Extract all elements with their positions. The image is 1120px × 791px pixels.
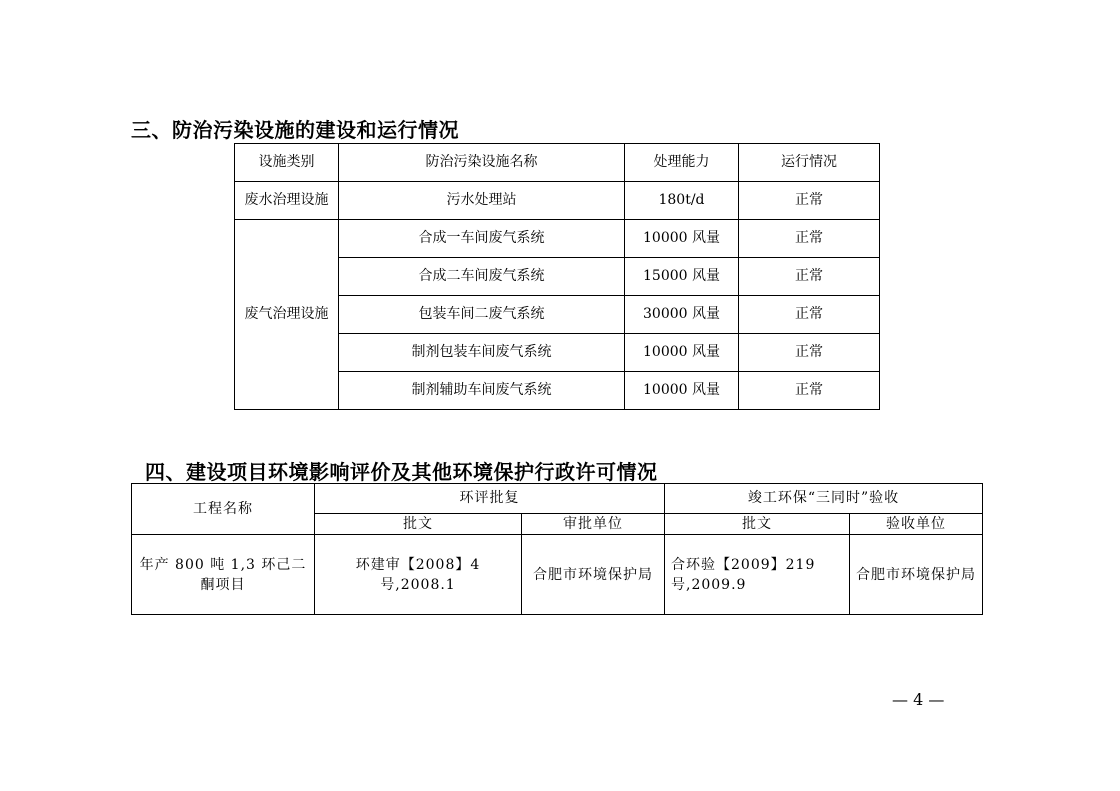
facility-capacity: 180t/d: [625, 182, 739, 220]
facility-status: 正常: [739, 296, 880, 334]
facility-category: 废水治理设施: [235, 182, 339, 220]
facility-capacity: 30000 风量: [625, 296, 739, 334]
header-facility-name: 防治污染设施名称: [339, 144, 625, 182]
approval-unit: 合肥市环境保护局: [522, 535, 665, 615]
facility-status: 正常: [739, 182, 880, 220]
header-operation-status: 运行情况: [739, 144, 880, 182]
header-facility-category: 设施类别: [235, 144, 339, 182]
facility-capacity: 10000 风量: [625, 372, 739, 410]
section-4-heading: 四、建设项目环境影响评价及其他环境保护行政许可情况: [145, 460, 658, 484]
acceptance-doc: 合环验【2009】219 号,2009.9: [665, 535, 850, 615]
environmental-permit-table: [131, 483, 983, 615]
header-completion-acceptance: 竣工环保“三同时”验收: [665, 484, 983, 514]
facility-capacity: 10000 风量: [625, 220, 739, 258]
facility-name: 制剂辅助车间废气系统: [339, 372, 625, 410]
facility-name: 污水处理站: [339, 182, 625, 220]
pollution-control-facilities-table: [234, 143, 880, 410]
facility-category: 废气治理设施: [235, 220, 339, 410]
facility-capacity: 15000 风量: [625, 258, 739, 296]
table-row: [235, 220, 880, 258]
header-capacity: 处理能力: [625, 144, 739, 182]
facility-status: 正常: [739, 258, 880, 296]
facility-name: 合成二车间废气系统: [339, 258, 625, 296]
header-acceptance-unit: 验收单位: [850, 514, 983, 535]
facility-status: 正常: [739, 372, 880, 410]
facility-name: 制剂包装车间废气系统: [339, 334, 625, 372]
table-row: [132, 535, 983, 615]
acceptance-unit: 合肥市环境保护局: [850, 535, 983, 615]
page-number: — 4 —: [892, 690, 945, 709]
facility-status: 正常: [739, 220, 880, 258]
facility-name: 包装车间二废气系统: [339, 296, 625, 334]
section-3-heading: 三、防治污染设施的建设和运行情况: [131, 118, 459, 142]
facility-name: 合成一车间废气系统: [339, 220, 625, 258]
table-row: [235, 182, 880, 220]
header-eia-approval: 环评批复: [315, 484, 665, 514]
header-project-name: 工程名称: [132, 484, 315, 535]
header-acceptance-doc: 批文: [665, 514, 850, 535]
project-name: 年产 800 吨 1,3 环己二酮项目: [132, 535, 315, 615]
header-approval-unit: 审批单位: [522, 514, 665, 535]
header-approval-doc: 批文: [315, 514, 522, 535]
table-header-row: [132, 484, 983, 514]
facility-capacity: 10000 风量: [625, 334, 739, 372]
table-header-row: [235, 144, 880, 182]
approval-doc: 环建审【2008】4 号,2008.1: [315, 535, 522, 615]
facility-status: 正常: [739, 334, 880, 372]
